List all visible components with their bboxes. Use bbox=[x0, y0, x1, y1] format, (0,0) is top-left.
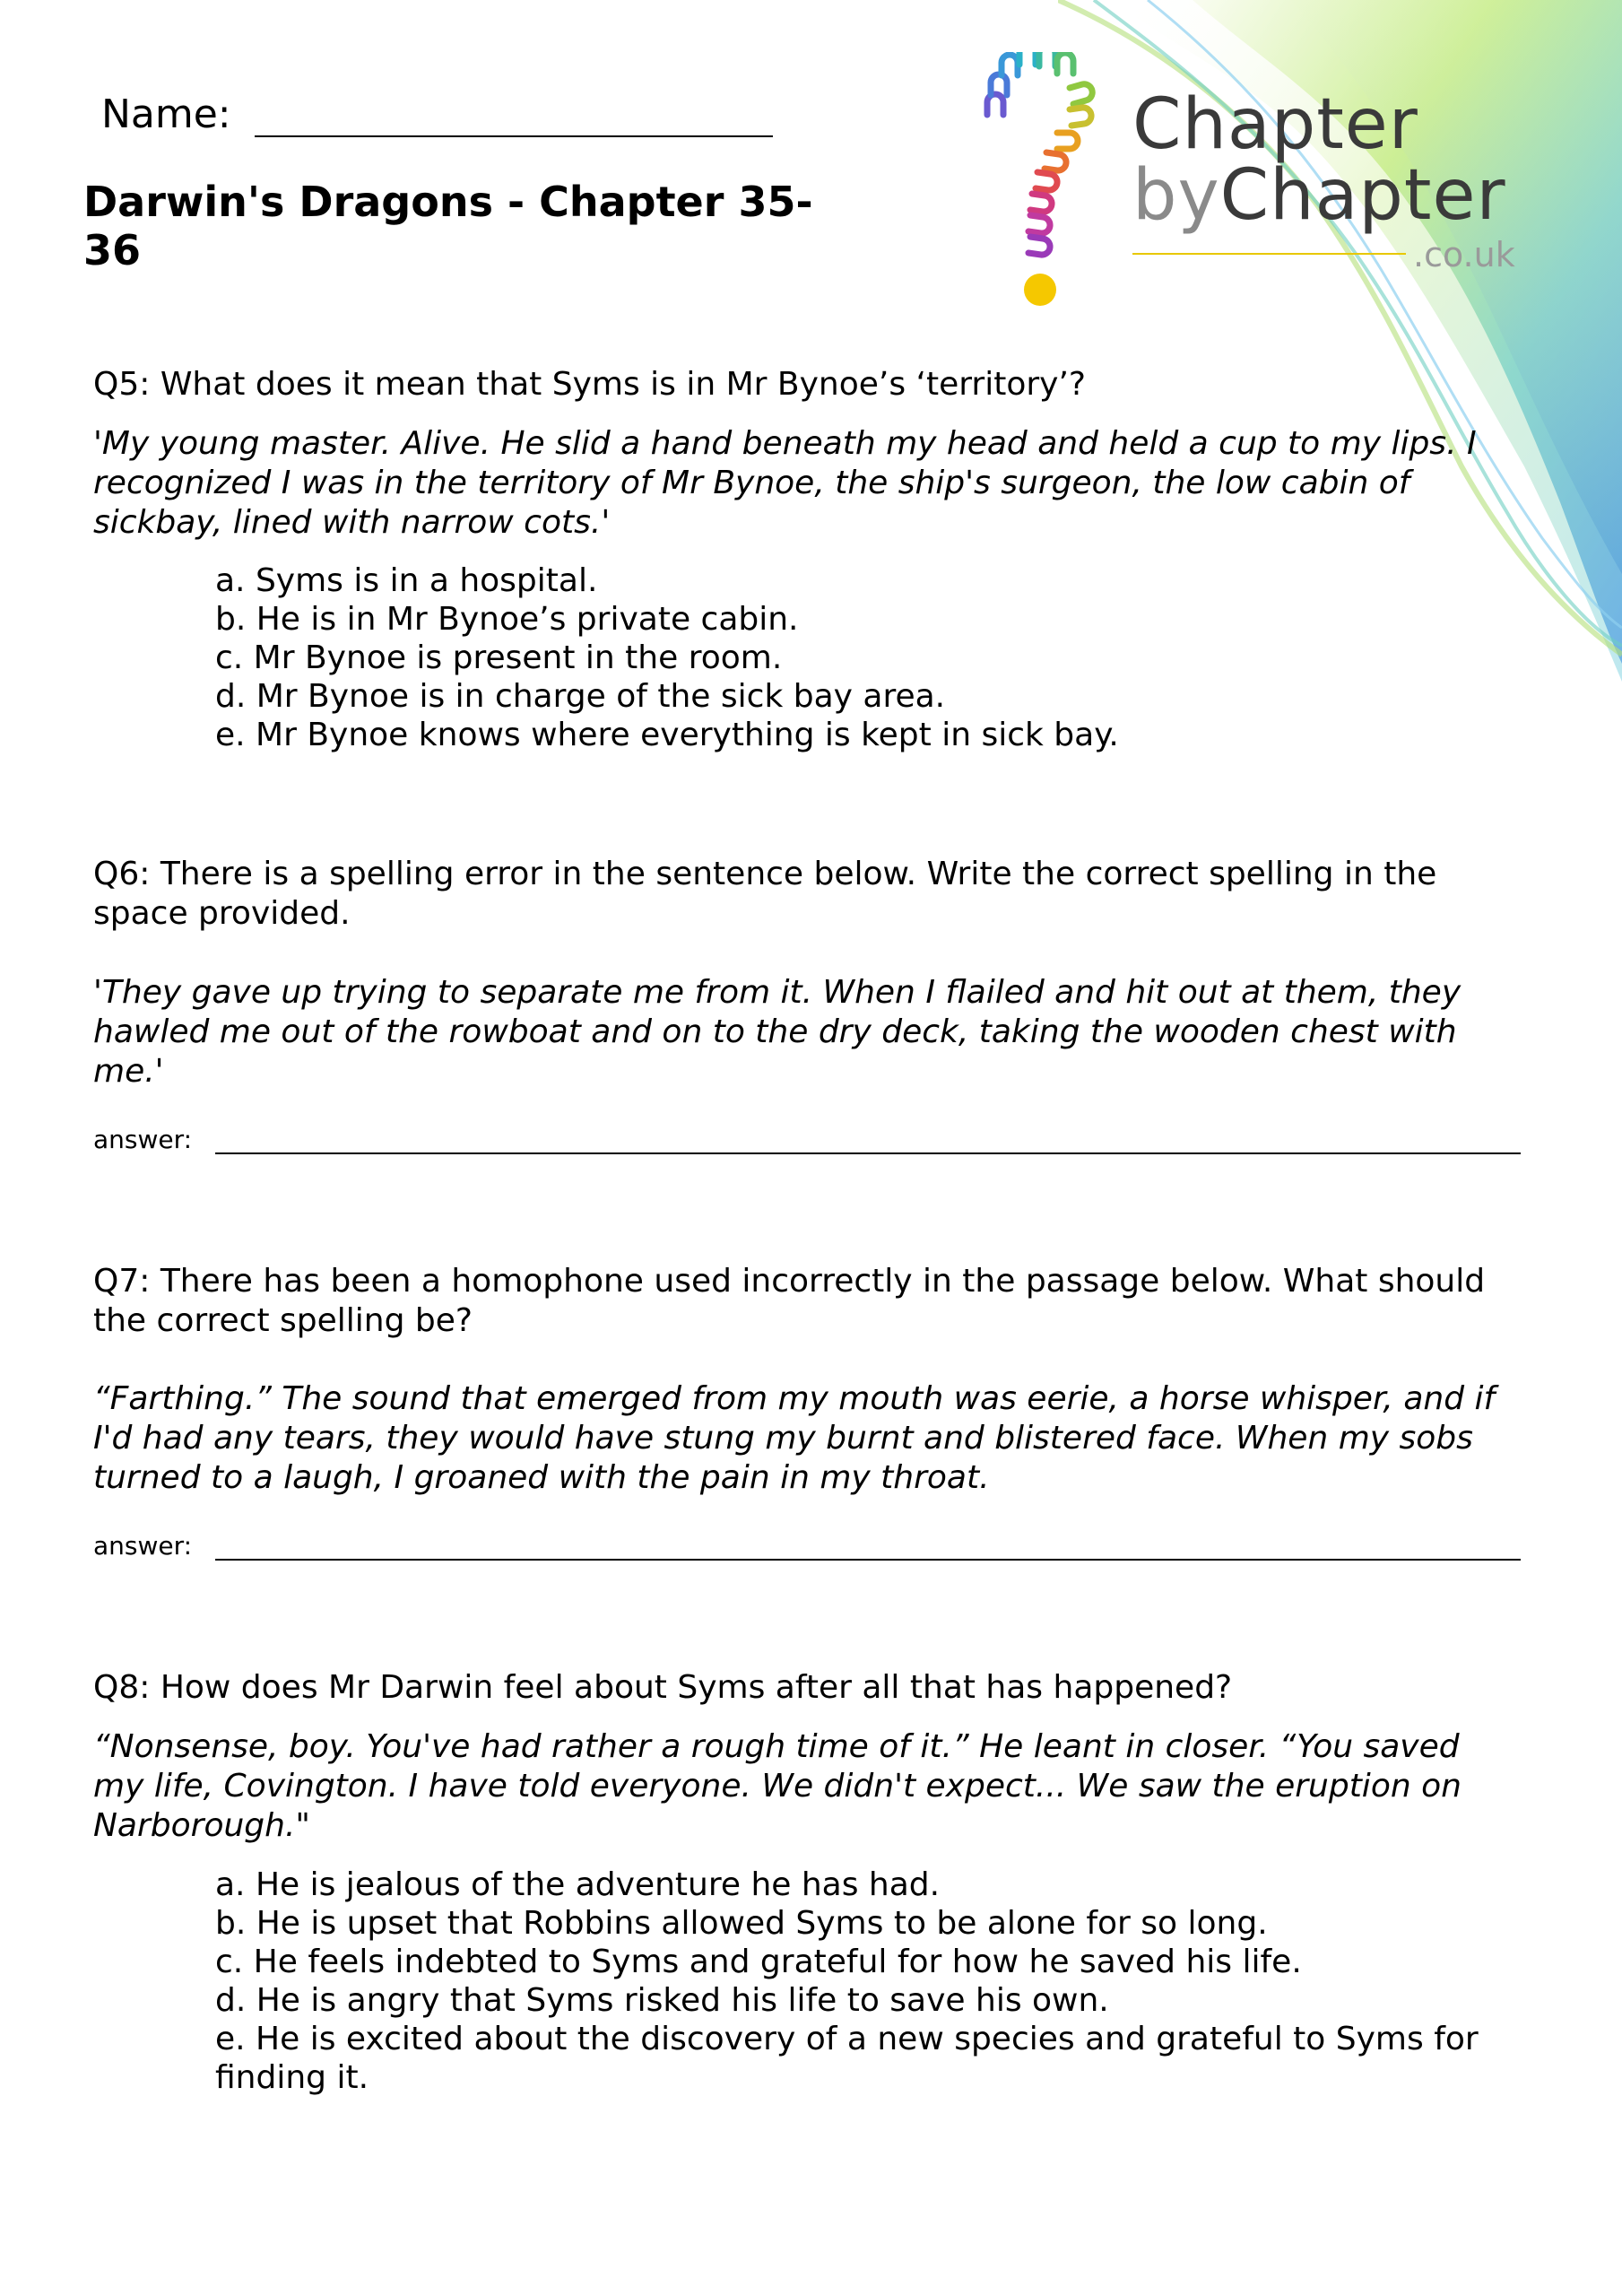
question-7-answer[interactable] bbox=[93, 1531, 1528, 1561]
logo-domain: .co.uk bbox=[1413, 235, 1515, 274]
question-8-prompt: Q8: How does Mr Darwin feel about Syms after all that has happened? bbox=[93, 1669, 1233, 1706]
name-field[interactable] bbox=[101, 91, 773, 137]
question-7-quote: “Farthing.” The sound that emerged from my mouth was eerie, a horse whisper, and if I'd had any tears, they would have stung my burnt and blistered face. When my sobs turned to a laugh, I groaned with the pain in my throat. bbox=[93, 1380, 1496, 1496]
logo-line1: Chapter bbox=[1132, 84, 1418, 165]
logo-chapter: Chapter bbox=[1219, 155, 1506, 236]
name-write-line[interactable] bbox=[255, 92, 773, 137]
logo-underline bbox=[1132, 253, 1406, 255]
option-d[interactable]: d. He is angry that Syms risked his life to save his own. bbox=[215, 1982, 1109, 2019]
name-label: Name: bbox=[101, 91, 231, 137]
question-6-quote: 'They gave up trying to separate me from it. When I flailed and hit out at them, they hawled me out of the rowboat and on to the dry deck, taking the wooden chest with me.' bbox=[93, 974, 1462, 1090]
option-e[interactable]: e. He is excited about the discovery of a new species and grateful to Syms for finding it. bbox=[215, 2021, 1479, 2096]
answer-write-line[interactable] bbox=[215, 1131, 1521, 1154]
option-c[interactable]: c. He feels indebted to Syms and grateful for how he saved his life. bbox=[215, 1944, 1302, 1980]
option-b[interactable]: b. He is upset that Robbins allowed Syms to be alone for so long. bbox=[215, 1905, 1268, 1942]
option-e[interactable]: e. Mr Bynoe knows where everything is kept in sick bay. bbox=[215, 717, 1119, 753]
logo-dot-icon bbox=[1024, 274, 1056, 306]
option-d[interactable]: d. Mr Bynoe is in charge of the sick bay area. bbox=[215, 678, 946, 715]
worksheet-title: Darwin's Dragons - Chapter 35-36 bbox=[83, 178, 813, 274]
answer-label: answer: bbox=[93, 1531, 193, 1561]
question-7-prompt: Q7: There has been a homophone used incorrectly in the passage below. What should the correct spelling be? bbox=[93, 1263, 1486, 1339]
question-5-prompt: Q5: What does it mean that Syms is in Mr Bynoe’s ‘territory’? bbox=[93, 366, 1087, 403]
option-a[interactable]: a. Syms is in a hospital. bbox=[215, 562, 598, 599]
question-6-prompt: Q6: There is a spelling error in the sentence below. Write the correct spelling in the space provided. bbox=[93, 856, 1437, 932]
question-8-quote: “Nonsense, boy. You've had rather a rough time of it.” He leant in closer. “You saved my life, Covington. I have told everyone. We didn't expect... We saw the eruption on Narborough." bbox=[93, 1728, 1462, 1844]
logo-by: by bbox=[1132, 155, 1220, 236]
question-6-answer[interactable] bbox=[93, 1125, 1528, 1154]
question-5-quote: 'My young master. Alive. He slid a hand beneath my head and held a cup to my lips. I recognized I was in the territory of Mr Bynoe, the ship's surgeon, the low cabin of sickbay, lined with narrow cots.' bbox=[93, 425, 1477, 541]
logo-line2 bbox=[1132, 155, 1506, 236]
option-c[interactable]: c. Mr Bynoe is present in the room. bbox=[215, 639, 783, 676]
option-b[interactable]: b. He is in Mr Bynoe’s private cabin. bbox=[215, 601, 799, 638]
question-5-options bbox=[215, 561, 1506, 754]
question-8-options bbox=[215, 1866, 1524, 2097]
answer-label: answer: bbox=[93, 1125, 193, 1154]
option-a[interactable]: a. He is jealous of the adventure he has had. bbox=[215, 1866, 941, 1903]
logo-wordmark bbox=[1132, 84, 1515, 274]
answer-write-line[interactable] bbox=[215, 1537, 1521, 1561]
